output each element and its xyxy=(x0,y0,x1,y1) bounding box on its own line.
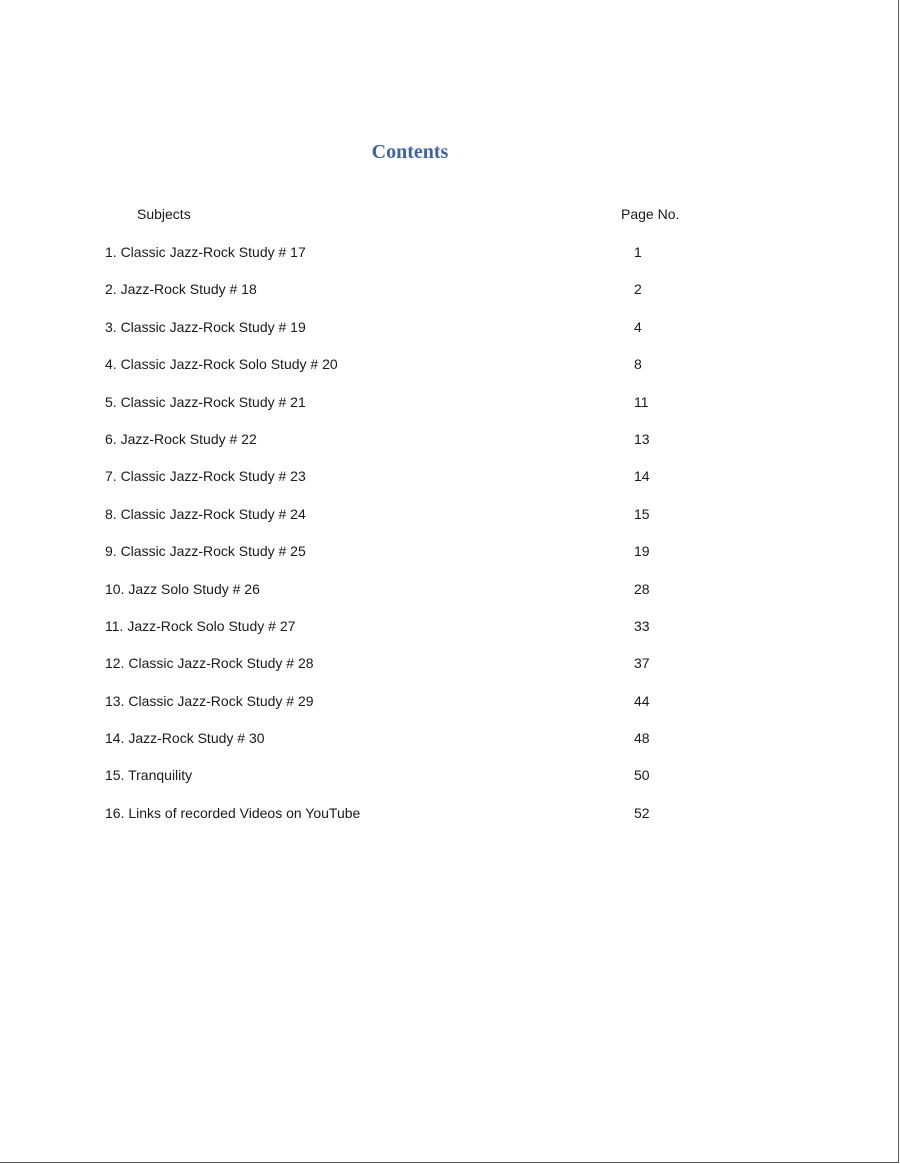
toc-entry-page: 33 xyxy=(634,617,650,634)
toc-entry-subject: 7. Classic Jazz-Rock Study # 23 xyxy=(105,468,306,485)
toc-entry[interactable] xyxy=(0,244,898,281)
toc-entry-subject: 11. Jazz-Rock Solo Study # 27 xyxy=(105,617,296,634)
toc-entry-subject: 9. Classic Jazz-Rock Study # 25 xyxy=(105,543,306,560)
toc-entry-page: 15 xyxy=(634,505,650,522)
toc-entry-page: 14 xyxy=(634,468,650,485)
page-number-header: Page No. xyxy=(621,206,680,222)
toc-entry[interactable] xyxy=(0,618,898,655)
toc-entry[interactable] xyxy=(0,581,898,618)
toc-entry-page: 19 xyxy=(634,543,650,560)
toc-entry-subject: 10. Jazz Solo Study # 26 xyxy=(105,580,260,597)
toc-entry[interactable] xyxy=(0,506,898,543)
toc-entry-subject: 1. Classic Jazz-Rock Study # 17 xyxy=(105,244,306,260)
toc-entry-subject: 6. Jazz-Rock Study # 22 xyxy=(105,430,257,447)
toc-entry[interactable] xyxy=(0,394,898,431)
toc-entry-subject: 13. Classic Jazz-Rock Study # 29 xyxy=(105,692,314,709)
toc-entry[interactable] xyxy=(0,319,898,356)
toc-entry[interactable] xyxy=(0,767,898,804)
toc-entry-subject: 14. Jazz-Rock Study # 30 xyxy=(105,730,265,747)
toc-entry-subject: 5. Classic Jazz-Rock Study # 21 xyxy=(105,393,306,410)
toc-entry-subject: 15. Tranquility xyxy=(105,767,193,784)
toc-entry-page: 1 xyxy=(634,244,642,260)
toc-list xyxy=(0,244,898,842)
toc-entry-page: 8 xyxy=(634,356,642,373)
toc-entry[interactable] xyxy=(0,655,898,692)
toc-entry[interactable] xyxy=(0,468,898,505)
toc-entry[interactable] xyxy=(0,281,898,318)
toc-entry-page: 28 xyxy=(634,580,650,597)
toc-entry-subject: 16. Links of recorded Videos on YouTube xyxy=(105,804,361,821)
toc-entry-page: 50 xyxy=(634,767,650,784)
toc-entry-page: 52 xyxy=(634,804,650,821)
toc-entry-subject: 12. Classic Jazz-Rock Study # 28 xyxy=(105,655,314,672)
toc-entry-subject: 2. Jazz-Rock Study # 18 xyxy=(105,281,257,298)
subjects-header: Subjects xyxy=(137,206,191,222)
toc-entry-subject: 4. Classic Jazz-Rock Solo Study # 20 xyxy=(105,356,338,373)
toc-entry-page: 37 xyxy=(634,655,650,672)
toc-entry-page: 48 xyxy=(634,730,650,747)
toc-entry-page: 13 xyxy=(634,430,650,447)
toc-entry-page: 2 xyxy=(634,281,642,298)
toc-entry-subject: 8. Classic Jazz-Rock Study # 24 xyxy=(105,505,306,522)
toc-entry[interactable] xyxy=(0,730,898,767)
toc-entry[interactable] xyxy=(0,693,898,730)
toc-entry[interactable] xyxy=(0,543,898,580)
toc-entry-page: 4 xyxy=(634,318,642,335)
toc-entry[interactable] xyxy=(0,431,898,468)
toc-entry-page: 11 xyxy=(634,393,649,410)
toc-entry-page: 44 xyxy=(634,692,650,709)
page-title: Contents xyxy=(371,141,449,163)
toc-entry[interactable] xyxy=(0,805,898,842)
toc-header xyxy=(0,206,898,226)
toc-entry-subject: 3. Classic Jazz-Rock Study # 19 xyxy=(105,318,306,335)
toc-entry[interactable] xyxy=(0,356,898,393)
